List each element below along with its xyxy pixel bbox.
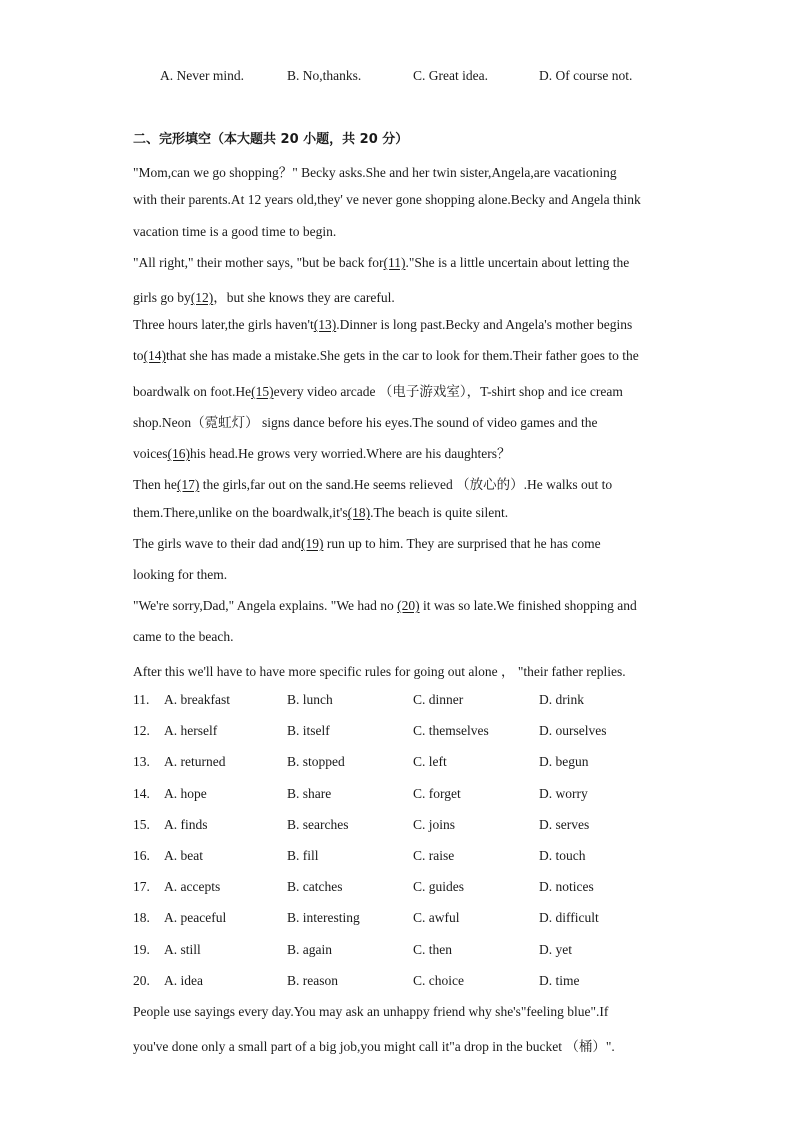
option-a: A. finds: [164, 817, 208, 832]
text: Three hours later,the girls haven't: [133, 317, 314, 332]
option-a: A. herself: [164, 723, 218, 738]
option-b: B. itself: [287, 723, 330, 738]
text: voices: [133, 446, 168, 461]
option-d: D. drink: [539, 692, 584, 707]
question-row: [0, 848, 794, 870]
passage-line: [133, 286, 395, 306]
option-c: C. dinner: [413, 692, 464, 707]
passage-line: People use sayings every day.You may ask an unhappy friend why she's"feeling blue".If: [133, 1004, 609, 1019]
text: The girls wave to their dad and: [133, 536, 301, 551]
passage-line: [133, 348, 639, 364]
text: girls go by: [133, 290, 191, 305]
text: .The beach is quite silent.: [370, 505, 509, 520]
option-a: A. idea: [164, 973, 203, 988]
question-row: [0, 692, 794, 714]
option-a: A. still: [164, 942, 201, 957]
question-number: 19.: [133, 942, 150, 957]
blank-12: (12): [190, 290, 214, 305]
text: "We're sorry,Dad," Angela explains. "We had no: [133, 598, 398, 613]
option-a: A. peaceful: [164, 910, 227, 925]
option-d: D. time: [539, 973, 580, 988]
question-row: [0, 879, 794, 901]
text: boardwalk on foot.He: [133, 384, 252, 399]
option-d: D. difficult: [539, 910, 599, 925]
option-d: D. yet: [539, 942, 572, 957]
blank-14: (14): [143, 348, 167, 363]
passage-line: [133, 473, 612, 493]
question-row: [0, 973, 794, 995]
option-b: B. fill: [287, 848, 319, 863]
option-c: C. raise: [413, 848, 455, 863]
question-row: [0, 786, 794, 808]
passage-line: [133, 255, 629, 271]
blank-18: (18): [347, 505, 371, 520]
passage-line: [133, 536, 601, 552]
question-number: 11.: [133, 692, 150, 707]
passage-line: vacation time is a good time to begin.: [133, 224, 337, 239]
option-a: A. accepts: [164, 879, 221, 894]
option-d: D. serves: [539, 817, 590, 832]
question-row: [0, 754, 794, 776]
text: the girls,far out on the sand.He seems relieved （放心的）.He walks out to: [199, 477, 613, 492]
blank-19: (19): [300, 536, 324, 551]
option-c: C. left: [413, 754, 447, 769]
question-number: 17.: [133, 879, 150, 894]
option-c: C. then: [413, 942, 452, 957]
passage-line: shop.Neon（霓虹灯） signs dance before his eyes.The sound of video games and the: [133, 415, 598, 430]
option-d: D. begun: [539, 754, 589, 769]
text: "All right," their mother says, "but be back for: [133, 255, 384, 270]
option-c: C. forget: [413, 786, 461, 801]
option-c: C. themselves: [413, 723, 489, 738]
passage-line: After this we'll have to have more specific rules for going out alone ， "their father replies.: [133, 664, 626, 679]
passage-line: looking for them.: [133, 567, 228, 582]
question-number: 20.: [133, 973, 150, 988]
option-b: B. again: [287, 942, 332, 957]
section-heading: 二、完形填空（本大题共 20 小题，共 20 分）: [133, 132, 409, 147]
option-b: B. share: [287, 786, 332, 801]
option-c: C. guides: [413, 879, 465, 894]
passage-line: [133, 442, 511, 462]
question-number: 16.: [133, 848, 150, 863]
question-row: [0, 910, 794, 932]
option-d: D. notices: [539, 879, 594, 894]
text: to: [133, 348, 144, 363]
text: Then he: [133, 477, 177, 492]
option-b: B. lunch: [287, 692, 333, 707]
text: .Dinner is long past.Becky and Angela's mother begins: [336, 317, 633, 332]
option-c: C. Great idea.: [413, 68, 488, 83]
option-b: B. stopped: [287, 754, 345, 769]
question-row: [0, 817, 794, 839]
question-number: 18.: [133, 910, 150, 925]
option-b: B. catches: [287, 879, 343, 894]
passage-line: with their parents.At 12 years old,they' ve never gone shopping alone.Becky and Angela think: [133, 192, 641, 207]
previous-question-options: [0, 68, 794, 88]
passage-line: you've done only a small part of a big job,you might call it"a drop in the bucket （桶）".: [133, 1039, 615, 1054]
option-d: D. touch: [539, 848, 586, 863]
option-c: C. joins: [413, 817, 456, 832]
passage-line: [133, 598, 637, 614]
question-number: 15.: [133, 817, 150, 832]
blank-13: (13): [313, 317, 337, 332]
text: every video arcade （电子游戏室），T-shirt shop and ice cream: [273, 384, 623, 399]
blank-17: (17): [176, 477, 200, 492]
option-b: B. searches: [287, 817, 349, 832]
question-row: [0, 723, 794, 745]
option-a: A. returned: [164, 754, 226, 769]
option-a: A. Never mind.: [160, 68, 244, 83]
text: ."She is a little uncertain about letting the: [405, 255, 630, 270]
blank-11: (11): [383, 255, 406, 270]
passage-line: [133, 380, 623, 400]
option-a: A. beat: [164, 848, 203, 863]
blank-16: (16): [167, 446, 190, 461]
option-d: D. ourselves: [539, 723, 607, 738]
question-number: 14.: [133, 786, 150, 801]
text: that she has made a mistake.She gets in the car to look for them.Their father goes to the: [166, 348, 639, 363]
passage-line: [133, 317, 632, 333]
passage-line: "Mom,can we go shopping？" Becky asks.She and her twin sister,Angela,are vacationing: [133, 165, 617, 180]
option-b: B. interesting: [287, 910, 360, 925]
text: ，but she knows they are careful.: [213, 290, 395, 305]
blank-15: (15): [251, 384, 274, 399]
text: it was so late.We finished shopping and: [419, 598, 637, 613]
text: run up to him. They are surprised that he has come: [323, 536, 601, 551]
question-row: [0, 942, 794, 964]
option-d: D. worry: [539, 786, 588, 801]
passage-line: [133, 505, 508, 521]
text: his head.He grows very worried.Where are his daughters？: [190, 446, 511, 461]
passage-line: came to the beach.: [133, 629, 234, 644]
option-b: B. No,thanks.: [287, 68, 362, 83]
option-b: B. reason: [287, 973, 338, 988]
option-a: A. hope: [164, 786, 207, 801]
blank-20: (20): [397, 598, 420, 613]
option-a: A. breakfast: [164, 692, 230, 707]
option-d: D. Of course not.: [539, 68, 633, 83]
question-number: 13.: [133, 754, 150, 769]
text: them.There,unlike on the boardwalk,it's: [133, 505, 348, 520]
option-c: C. choice: [413, 973, 464, 988]
option-c: C. awful: [413, 910, 460, 925]
question-number: 12.: [133, 723, 150, 738]
